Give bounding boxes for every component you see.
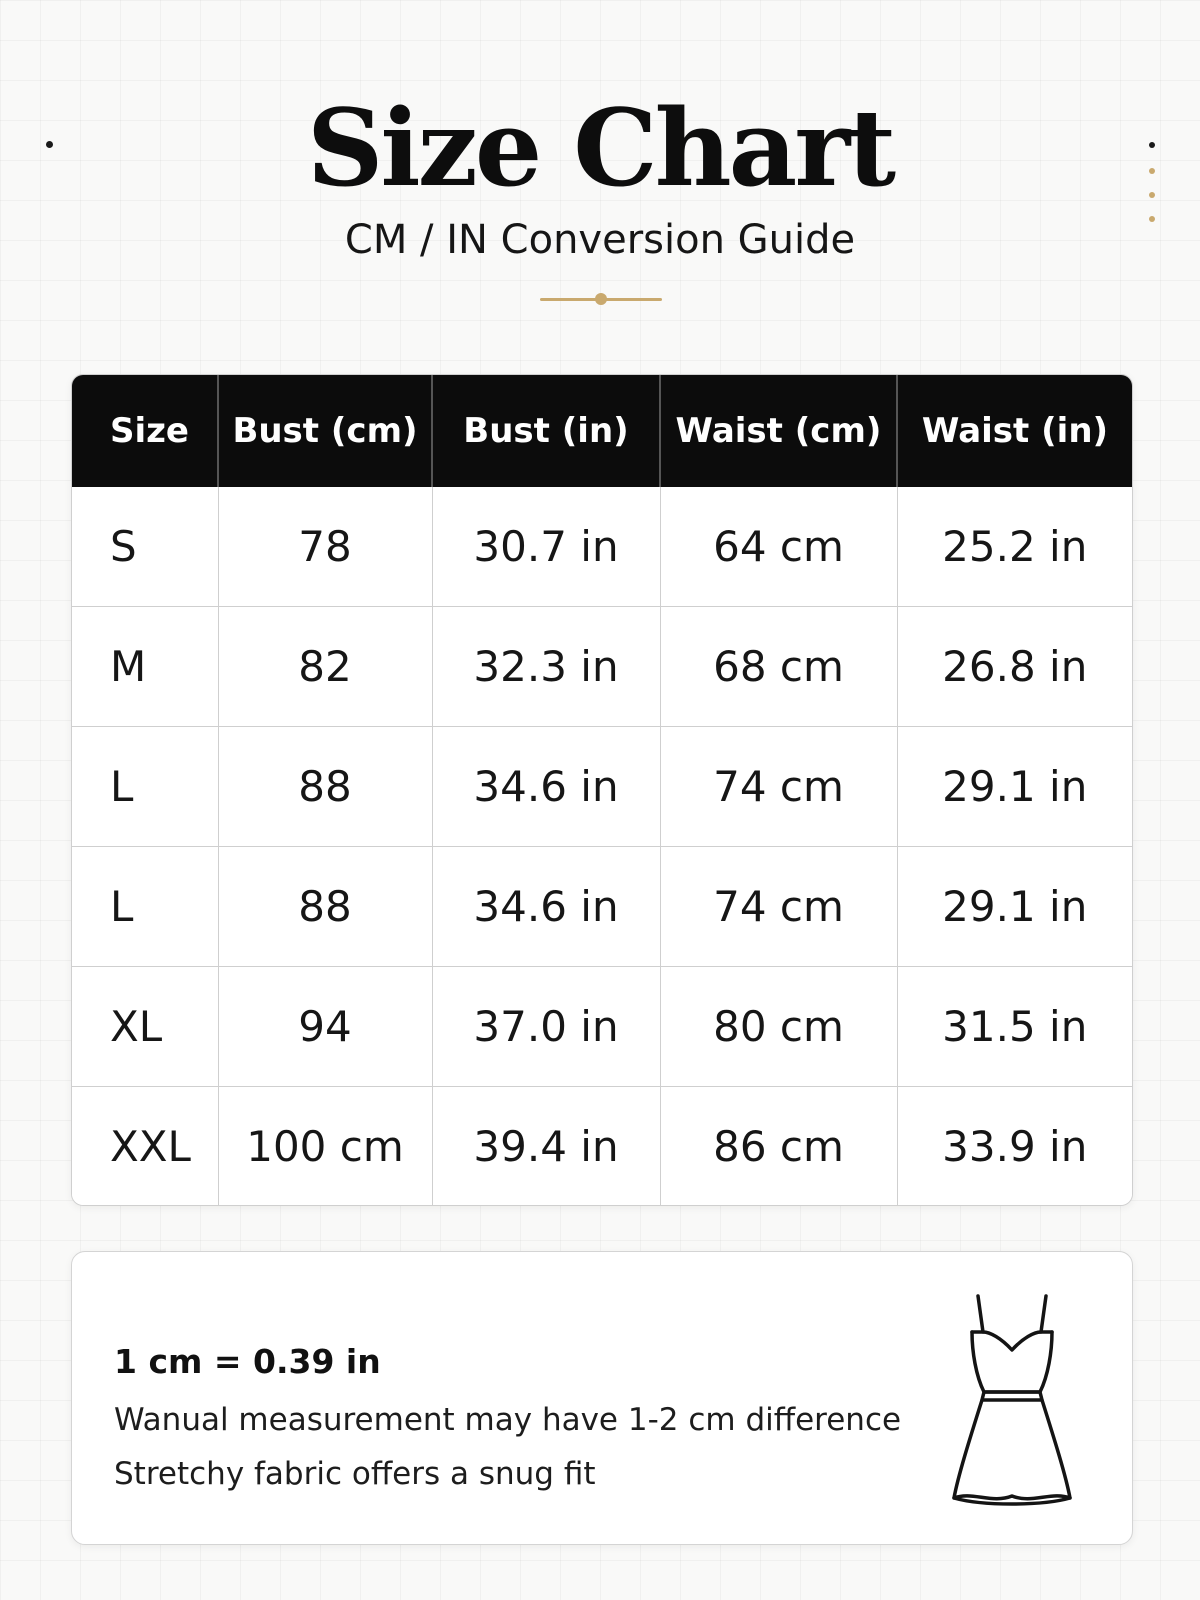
measurement-note: Wanual measurement may have 1-2 cm difference: [114, 1402, 902, 1438]
cell-size: L: [72, 727, 218, 847]
divider-knob: [595, 293, 607, 305]
cell-waist-in: 25.2 in: [897, 487, 1132, 607]
header-waist-in: Waist (in): [897, 375, 1132, 487]
cell-size: XL: [72, 967, 218, 1087]
cell-size: L: [72, 847, 218, 967]
header-bust-cm: Bust (cm): [218, 375, 432, 487]
cell-waist-cm: 74 cm: [660, 727, 897, 847]
cell-size: XXL: [72, 1087, 218, 1207]
cell-waist-cm: 68 cm: [660, 607, 897, 727]
cell-bust-in: 34.6 in: [432, 847, 660, 967]
table-row: [72, 967, 1132, 1087]
cell-waist-cm: 86 cm: [660, 1087, 897, 1207]
table-row: [72, 1087, 1132, 1207]
cell-bust-cm: 78: [218, 487, 432, 607]
cell-waist-in: 31.5 in: [897, 967, 1132, 1087]
cell-waist-in: 33.9 in: [897, 1087, 1132, 1207]
cell-waist-in: 29.1 in: [897, 727, 1132, 847]
cell-bust-in: 34.6 in: [432, 727, 660, 847]
cell-bust-in: 37.0 in: [432, 967, 660, 1087]
cell-waist-cm: 64 cm: [660, 487, 897, 607]
cell-bust-in: 39.4 in: [432, 1087, 660, 1207]
cell-bust-cm: 88: [218, 847, 432, 967]
table-row: [72, 727, 1132, 847]
table-row: [72, 847, 1132, 967]
header-waist-cm: Waist (cm): [660, 375, 897, 487]
header-bust-in: Bust (in): [432, 375, 660, 487]
size-table: [72, 375, 1132, 1206]
cell-bust-cm: 94: [218, 967, 432, 1087]
table-row: [72, 487, 1132, 607]
header-size: Size: [72, 375, 218, 487]
cell-size: M: [72, 607, 218, 727]
fabric-note: Stretchy fabric offers a snug fit: [114, 1456, 596, 1492]
title-divider: [540, 291, 662, 307]
cell-waist-in: 26.8 in: [897, 607, 1132, 727]
notes-card: [71, 1251, 1133, 1545]
cell-bust-in: 32.3 in: [432, 607, 660, 727]
cell-bust-cm: 82: [218, 607, 432, 727]
cell-waist-in: 29.1 in: [897, 847, 1132, 967]
table-header-row: [72, 375, 1132, 487]
page-title: Size Chart: [306, 85, 894, 210]
cell-waist-cm: 74 cm: [660, 847, 897, 967]
table-row: [72, 607, 1132, 727]
page-subtitle: CM / IN Conversion Guide: [344, 217, 856, 263]
conversion-note: 1 cm = 0.39 in: [114, 1342, 381, 1381]
cell-bust-cm: 100 cm: [218, 1087, 432, 1207]
cell-bust-in: 30.7 in: [432, 487, 660, 607]
size-table-container: [71, 374, 1133, 1206]
cell-size: S: [72, 487, 218, 607]
dress-icon: [952, 1288, 1072, 1510]
cell-waist-cm: 80 cm: [660, 967, 897, 1087]
cell-bust-cm: 88: [218, 727, 432, 847]
